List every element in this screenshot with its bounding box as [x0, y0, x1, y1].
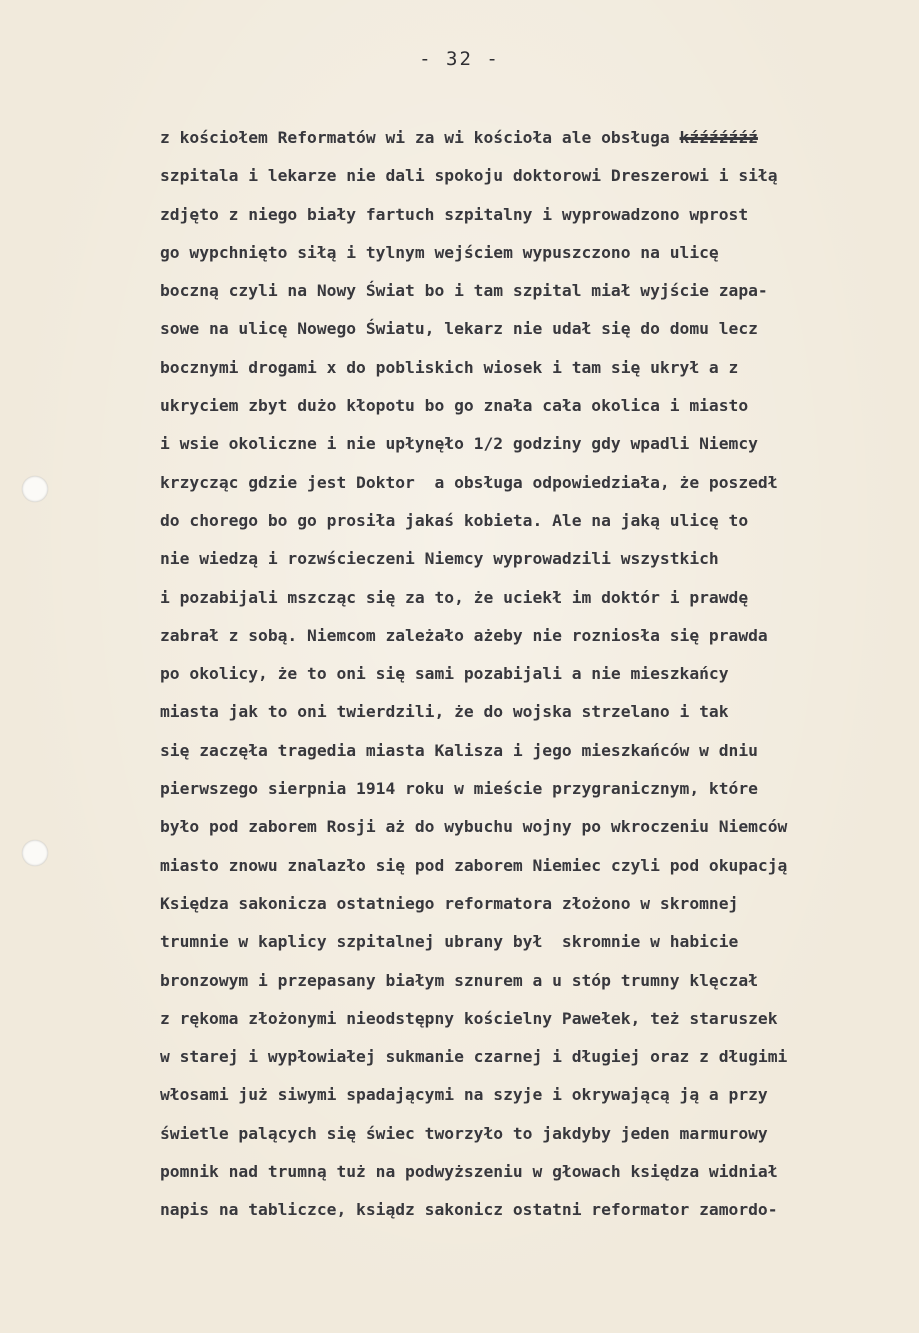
- text-line: [160, 775, 905, 813]
- text-line: [160, 162, 905, 200]
- text-line: [160, 507, 905, 545]
- text-line: [160, 430, 905, 468]
- text-line: [160, 622, 905, 660]
- text-line: [160, 737, 905, 775]
- text-line: [160, 1081, 905, 1119]
- text-line-content: w starej i wypłowiałej sukmanie czarnej i długiej oraz z długimi: [160, 1047, 788, 1067]
- text-line: [160, 584, 905, 622]
- text-line: [160, 967, 905, 1005]
- text-line-content: krzycząc gdzie jest Doktor a obsługa odpowiedziała, że poszedł: [160, 472, 778, 492]
- text-line: [160, 660, 905, 698]
- text-line-content: szpitala i lekarze nie dali spokoju doktorowi Dreszerowi i siłą: [160, 166, 778, 186]
- text-line-content: z rękoma złożonymi nieodstępny kościelny Pawełek, też staruszek: [160, 1008, 778, 1028]
- text-line-content: z kościołem Reformatów wi za wi kościoła ale obsługa: [160, 128, 680, 147]
- text-line-content: Księdza sakonicza ostatniego reformatora złożono w skromnej: [160, 893, 739, 913]
- text-line: [160, 1043, 905, 1081]
- text-line-content: nie wiedzą i rozwścieczeni Niemcy wyprowadzili wszystkich: [160, 549, 719, 569]
- punch-hole: [22, 840, 48, 866]
- text-line-content: go wypchnięto siłą i tylnym wejściem wypuszczono na ulicę: [160, 242, 719, 262]
- text-line-content: trumnie w kaplicy szpitalnej ubrany był skromnie w habicie: [160, 932, 739, 952]
- text-line-content: ukryciem zbyt dużo kłopotu bo go znała cała okolica i miasto: [160, 396, 749, 416]
- text-line-content: miasto znowu znalazło się pod zaborem Niemiec czyli pod okupacją: [160, 855, 788, 875]
- text-line: [160, 354, 905, 392]
- text-line-content: do chorego bo go prosiła jakaś kobieta. Ale na jaką ulicę to: [160, 510, 749, 530]
- text-line-content: zdjęto z niego biały fartuch szpitalny i wyprowadzono wprost: [160, 204, 749, 224]
- text-line-content: było pod zaborem Rosji aż do wybuchu wojny po wkroczeniu Niemców: [160, 817, 788, 837]
- text-line: [160, 124, 905, 162]
- text-line-content: sowe na ulicę Nowego Światu, lekarz nie udał się do domu lecz: [160, 319, 758, 339]
- text-line-content: zabrał z sobą. Niemcom zależało ażeby nie rozniosła się prawda: [160, 625, 768, 645]
- text-line: [160, 392, 905, 430]
- text-line-content: napis na tabliczce, ksiądz sakonicz ostatni reformator zamordo-: [160, 1200, 778, 1220]
- text-line-content: i wsie okoliczne i nie upłynęło 1/2 godziny gdy wpadli Niemcy: [160, 434, 758, 454]
- page-number: - 32 -: [419, 48, 500, 70]
- text-line: [160, 813, 905, 851]
- typewritten-text-body: [160, 124, 905, 1235]
- punch-hole: [22, 476, 48, 502]
- text-line: [160, 928, 905, 966]
- text-line: [160, 852, 905, 890]
- text-line: [160, 1005, 905, 1043]
- struck-out-word: kźźźźźźź: [679, 128, 758, 147]
- text-line: [160, 698, 905, 736]
- text-line: [160, 1158, 905, 1196]
- text-line: [160, 201, 905, 239]
- text-line-content: boczną czyli na Nowy Świat bo i tam szpital miał wyjście zapa-: [160, 281, 768, 301]
- text-line: [160, 890, 905, 928]
- text-line: [160, 545, 905, 583]
- text-line: [160, 277, 905, 315]
- text-line-content: bronzowym i przepasany białym sznurem a u stóp trumny klęczał: [160, 970, 758, 990]
- text-line-content: bocznymi drogami x do pobliskich wiosek i tam się ukrył a z: [160, 357, 739, 377]
- text-line: [160, 315, 905, 353]
- text-line-content: się zaczęła tragedia miasta Kalisza i jego mieszkańców w dniu: [160, 740, 758, 760]
- text-line-content: po okolicy, że to oni się sami pozabijali a nie mieszkańcy: [160, 664, 729, 684]
- text-line-content: włosami już siwymi spadającymi na szyje i okrywającą ją a przy: [160, 1085, 768, 1105]
- text-line-content: i pozabijali mszcząc się za to, że uciekł im doktór i prawdę: [160, 587, 749, 607]
- text-line: [160, 239, 905, 277]
- text-line-content: pierwszego sierpnia 1914 roku w mieście przygranicznym, które: [160, 779, 758, 799]
- text-line-content: miasta jak to oni twierdzili, że do wojska strzelano i tak: [160, 702, 729, 722]
- text-line: [160, 469, 905, 507]
- text-line-content: pomnik nad trumną tuż na podwyższeniu w głowach księdza widniał: [160, 1162, 778, 1182]
- text-line: [160, 1120, 905, 1158]
- text-line: [160, 1196, 905, 1234]
- text-line-content: świetle palących się świec tworzyło to jakdyby jeden marmurowy: [160, 1123, 768, 1143]
